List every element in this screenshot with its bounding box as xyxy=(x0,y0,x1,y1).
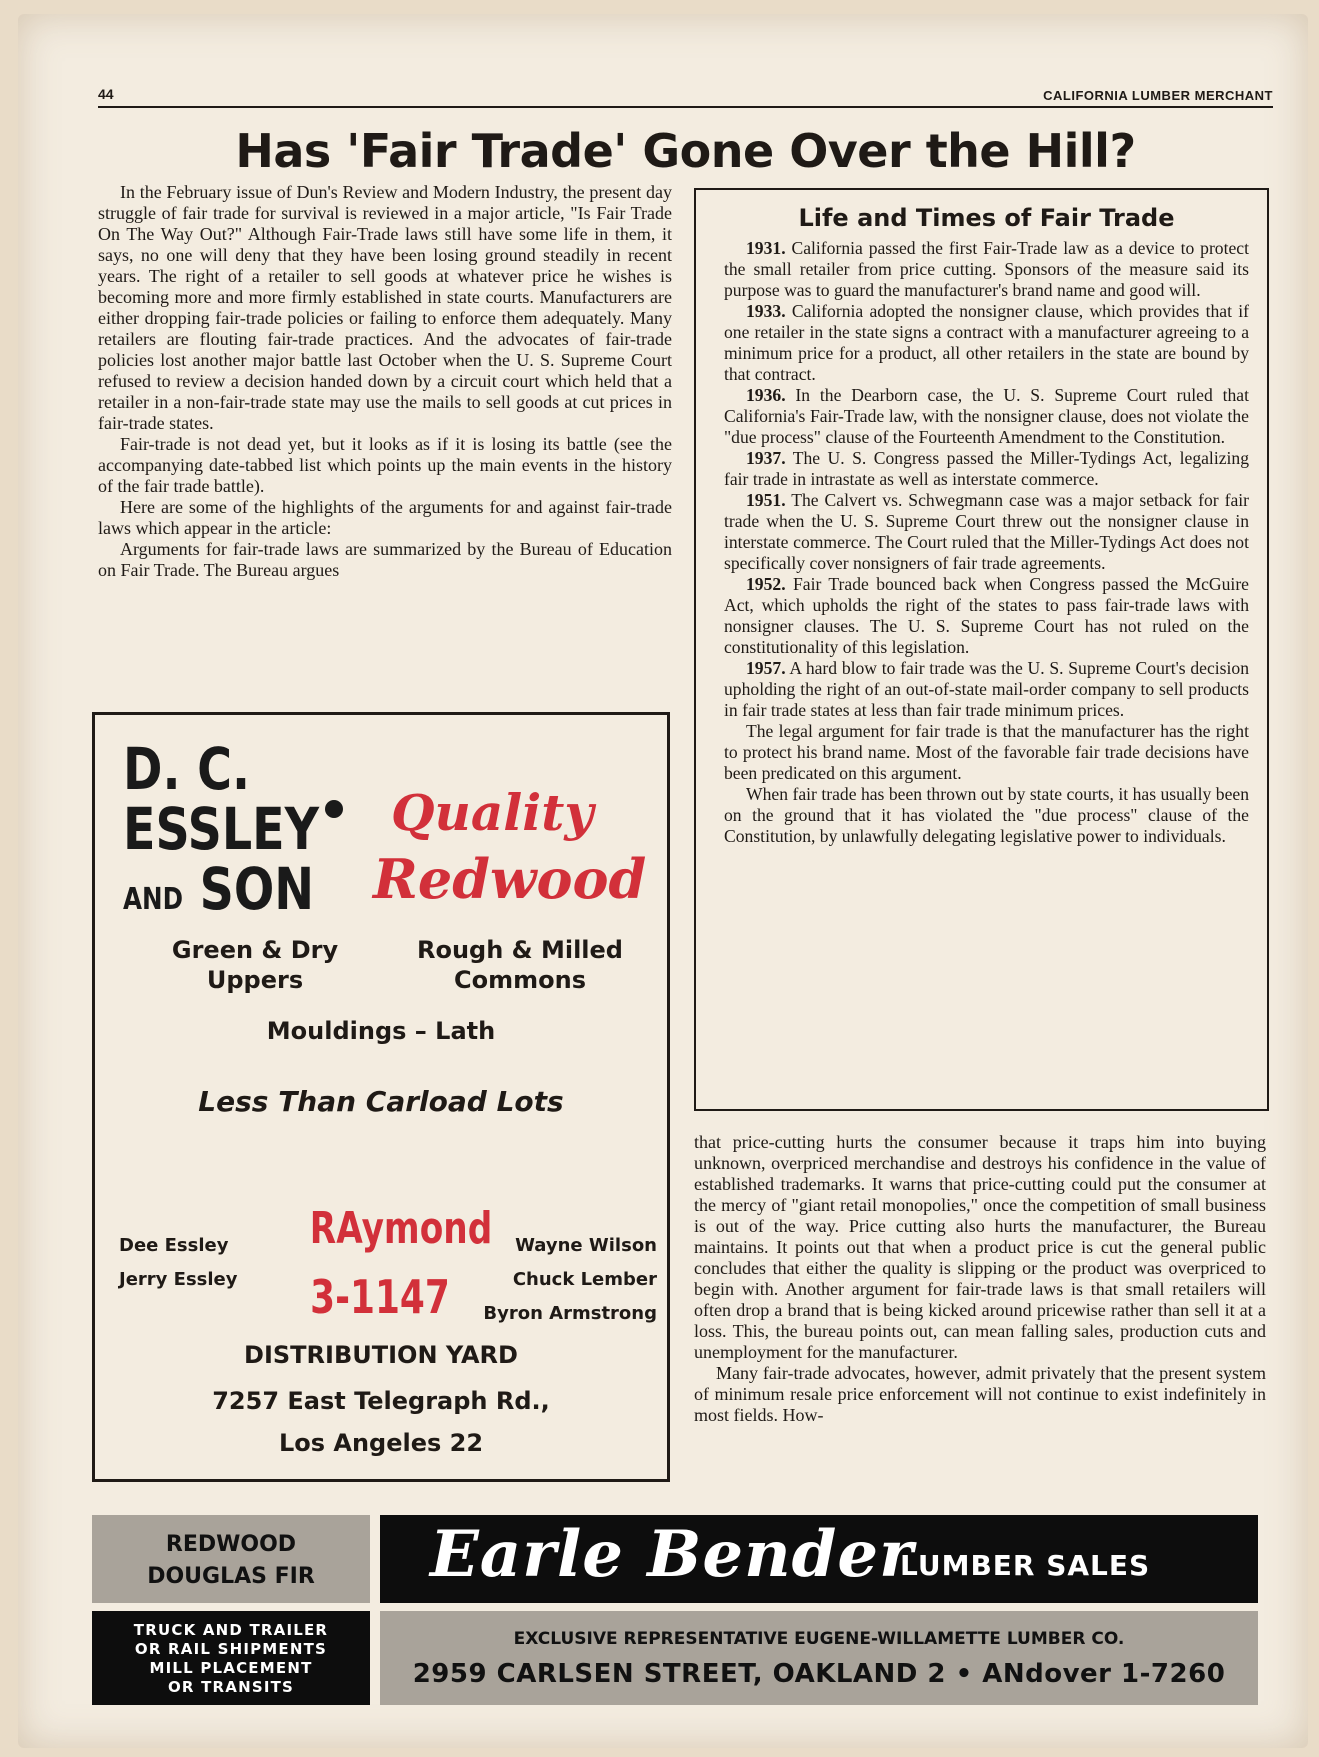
shipping-line: OR TRANSITS xyxy=(167,1678,295,1696)
essley-and: AND xyxy=(123,882,184,917)
article-paragraph: Many fair-trade advocates, however, admit privately that the present system of minimum resale price enforcement will not continue to exist indefinitely in most fields. How- xyxy=(694,1363,1266,1425)
timeline-text: Fair Trade bounced back when Congress passed the McGuire Act, which upholds the right of the states to pass fair-trade laws with nonsigner clauses. The U. S. Supreme Court has not ruled on the constitutionality of this legislation. xyxy=(724,574,1249,657)
shipping-line: TRUCK AND TRAILER xyxy=(133,1621,329,1639)
product-line: Commons xyxy=(454,966,586,994)
bullet-dot-icon xyxy=(325,800,343,818)
timeline-year: 1933. xyxy=(746,301,786,321)
staff-name: Chuck Lember xyxy=(512,1269,657,1290)
less-than-carload: Less Than Carload Lots xyxy=(198,1085,564,1118)
timeline-closing-paragraph: When fair trade has been thrown out by state courts, it has usually been on the ground that it has violated the "due process" clause of the Constitution, by unlawfully delegating legislative power to individuals. xyxy=(724,784,1249,846)
yard-address: 7257 East Telegraph Rd., xyxy=(212,1387,550,1415)
bender-address: 2959 CARLSEN STREET, OAKLAND 2 • ANdover 1-7260 xyxy=(412,1659,1226,1689)
product-line: Rough & Milled xyxy=(417,936,623,964)
timeline-year: 1957. xyxy=(746,658,786,678)
timeline-entry xyxy=(724,301,1249,385)
phone-exchange: RAymond xyxy=(309,1203,493,1254)
article-paragraph: that price-cutting hurts the consumer because it traps him into buying unknown, overpriced merchandise and destroys his confidence in the value of established trademarks. It warns that price-cutting could put the consumer at the mercy of "giant retail monopolies," once the competition of small business is out of the way. Price cutting also hurts the manufacturer, the Bureau maintains. It points out that when a product price is cut the general public concludes that either the quality is slipping or the product was overpriced to begin with. Another argument for fair-trade laws is that small retailers will often drop a brand that is being kicked around pricewise rather than sell it at a loss. This, the bureau points out, can mean falling sales, production cuts and unemployment for the manufacturer. xyxy=(694,1132,1266,1362)
essley-advertisement xyxy=(92,712,670,1482)
fair-trade-timeline-box xyxy=(694,188,1269,1111)
article-headline: Has 'Fair Trade' Gone Over the Hill? xyxy=(235,124,1136,178)
timeline-year: 1931. xyxy=(746,238,786,258)
product-line: Green & Dry xyxy=(171,936,339,964)
timeline-text: In the Dearborn case, the U. S. Supreme Court ruled that California's Fair-Trade law, with the nonsigner clause, does not violate the "due process" clause of the Fourteenth Amendment to the Constitution. xyxy=(724,385,1249,447)
timeline-closing-paragraph: The legal argument for fair trade is that the manufacturer has the right to protect his brand name. Most of the favorable fair trade decisions have been predicated on this argument. xyxy=(724,721,1249,783)
timeline-entry xyxy=(724,238,1249,301)
timeline-text: The Calvert vs. Schwegmann case was a major setback for fair trade when the U. S. Supreme Court threw out the nonsigner clause in interstate commerce. The Court ruled that the Miller-Tydings Act does not specifically cover nonsigners of fair trade agreements. xyxy=(724,490,1249,573)
timeline-year: 1951. xyxy=(746,490,786,510)
essley-son: SON xyxy=(199,855,315,923)
timeline-entry xyxy=(724,490,1249,574)
page-header xyxy=(98,86,1273,108)
article-paragraph: Arguments for fair-trade laws are summarized by the Bureau of Education on Fair Trade. The Bureau argues xyxy=(98,539,672,580)
staff-name: Jerry Essley xyxy=(119,1269,238,1290)
publication-name: CALIFORNIA LUMBER MERCHANT xyxy=(1043,88,1273,103)
brand-banner xyxy=(380,1515,1258,1603)
shipping-box xyxy=(92,1611,370,1705)
staff-left xyxy=(119,1229,238,1297)
timeline-title: Life and Times of Fair Trade xyxy=(798,204,1175,232)
mouldings-lath: Mouldings – Lath xyxy=(266,1017,496,1045)
article-paragraph: Here are some of the highlights of the arguments for and against fair-trade laws which appear in the article: xyxy=(98,497,672,538)
shipping-line: OR RAIL SHIPMENTS xyxy=(134,1640,328,1658)
magazine-page xyxy=(18,14,1308,1748)
address-box xyxy=(380,1611,1258,1705)
essley-name-line: ESSLEY xyxy=(123,795,320,863)
green-dry-uppers xyxy=(135,935,375,995)
distribution-yard: DISTRIBUTION YARD xyxy=(244,1341,518,1369)
essley-company-name xyxy=(123,735,320,930)
timeline-text: California adopted the nonsigner clause, which provides that if one retailer in the state signs a contract with a manufacturer agreeing to a minimum price for a product, all other retailers in the state are bound by that contract. xyxy=(724,301,1249,384)
essley-name-line: D. C. xyxy=(123,735,251,803)
lumber-sales-label: LUMBER SALES xyxy=(900,1549,1151,1582)
earle-bender-logo: Earle Bender xyxy=(430,1517,914,1592)
article-right-column xyxy=(694,1132,1266,1426)
species-line: DOUGLAS FIR xyxy=(147,1564,315,1589)
timeline-entry xyxy=(724,574,1249,658)
article-paragraph: Fair-trade is not dead yet, but it looks as if it is losing its battle (see the accompanying date-tabbed list which points up the main events in the history of the fair trade battle). xyxy=(98,434,672,496)
shipping-line: MILL PLACEMENT xyxy=(149,1659,313,1677)
article-paragraph: In the February issue of Dun's Review and Modern Industry, the present day struggle of fair trade for survival is reviewed in a major article, "Is Fair Trade On The Way Out?" Although Fair-Trade laws still have some life in them, it says, no one will deny that they have been losing ground steadily in recent years. The right of a retailer to sell goods at whatever price he wishes is becoming more and more firmly established in state courts. Manufacturers are either dropping fair-trade policies or failing to enforce them adequately. Many retailers are flouting fair-trade practices. And the advocates of fair-trade policies lost another major battle last October when the U. S. Supreme Court refused to review a decision handed down by a circuit court which held that a retailer in a non-fair-trade state may use the mails to sell goods at cut prices in fair-trade states. xyxy=(98,182,672,433)
earle-bender-advertisement xyxy=(92,1515,1258,1705)
exclusive-representative: EXCLUSIVE REPRESENTATIVE EUGENE-WILLAMETTE LUMBER CO. xyxy=(513,1629,1125,1649)
rough-milled-commons xyxy=(385,935,655,995)
timeline-year: 1936. xyxy=(746,385,786,405)
redwood-script: Redwood xyxy=(373,847,647,911)
phone-number: 3-1147 xyxy=(310,1270,450,1324)
timeline-text: A hard blow to fair trade was the U. S. Supreme Court's decision upholding the right of an out-of-state mail-order company to sell products in fair trade states at less than fair trade minimum prices. xyxy=(724,658,1249,720)
product-line: Uppers xyxy=(206,966,304,994)
staff-name: Dee Essley xyxy=(119,1235,229,1256)
article-left-column xyxy=(98,182,672,581)
timeline-text: The U. S. Congress passed the Miller-Tydings Act, legalizing fair trade in intrastate as well as interstate commerce. xyxy=(724,448,1249,489)
species-box xyxy=(92,1515,370,1603)
timeline-entry xyxy=(724,658,1249,721)
page-number: 44 xyxy=(98,86,114,102)
timeline-entry xyxy=(724,385,1249,448)
yard-city: Los Angeles 22 xyxy=(278,1429,484,1457)
species-line: REDWOOD xyxy=(165,1532,297,1557)
quality-script: Quality xyxy=(391,783,594,842)
timeline-year: 1937. xyxy=(746,448,786,468)
staff-right xyxy=(467,1229,657,1331)
staff-name: Wayne Wilson xyxy=(515,1235,657,1256)
timeline-text: California passed the first Fair-Trade law as a device to protect the small retailer from price cutting. Sponsors of the measure said its purpose was to guard the manufacturer's brand name and good will. xyxy=(724,238,1249,300)
essley-name-line xyxy=(123,855,319,930)
timeline-year: 1952. xyxy=(746,574,786,594)
timeline-entry xyxy=(724,448,1249,490)
staff-name: Byron Armstrong xyxy=(483,1303,657,1324)
